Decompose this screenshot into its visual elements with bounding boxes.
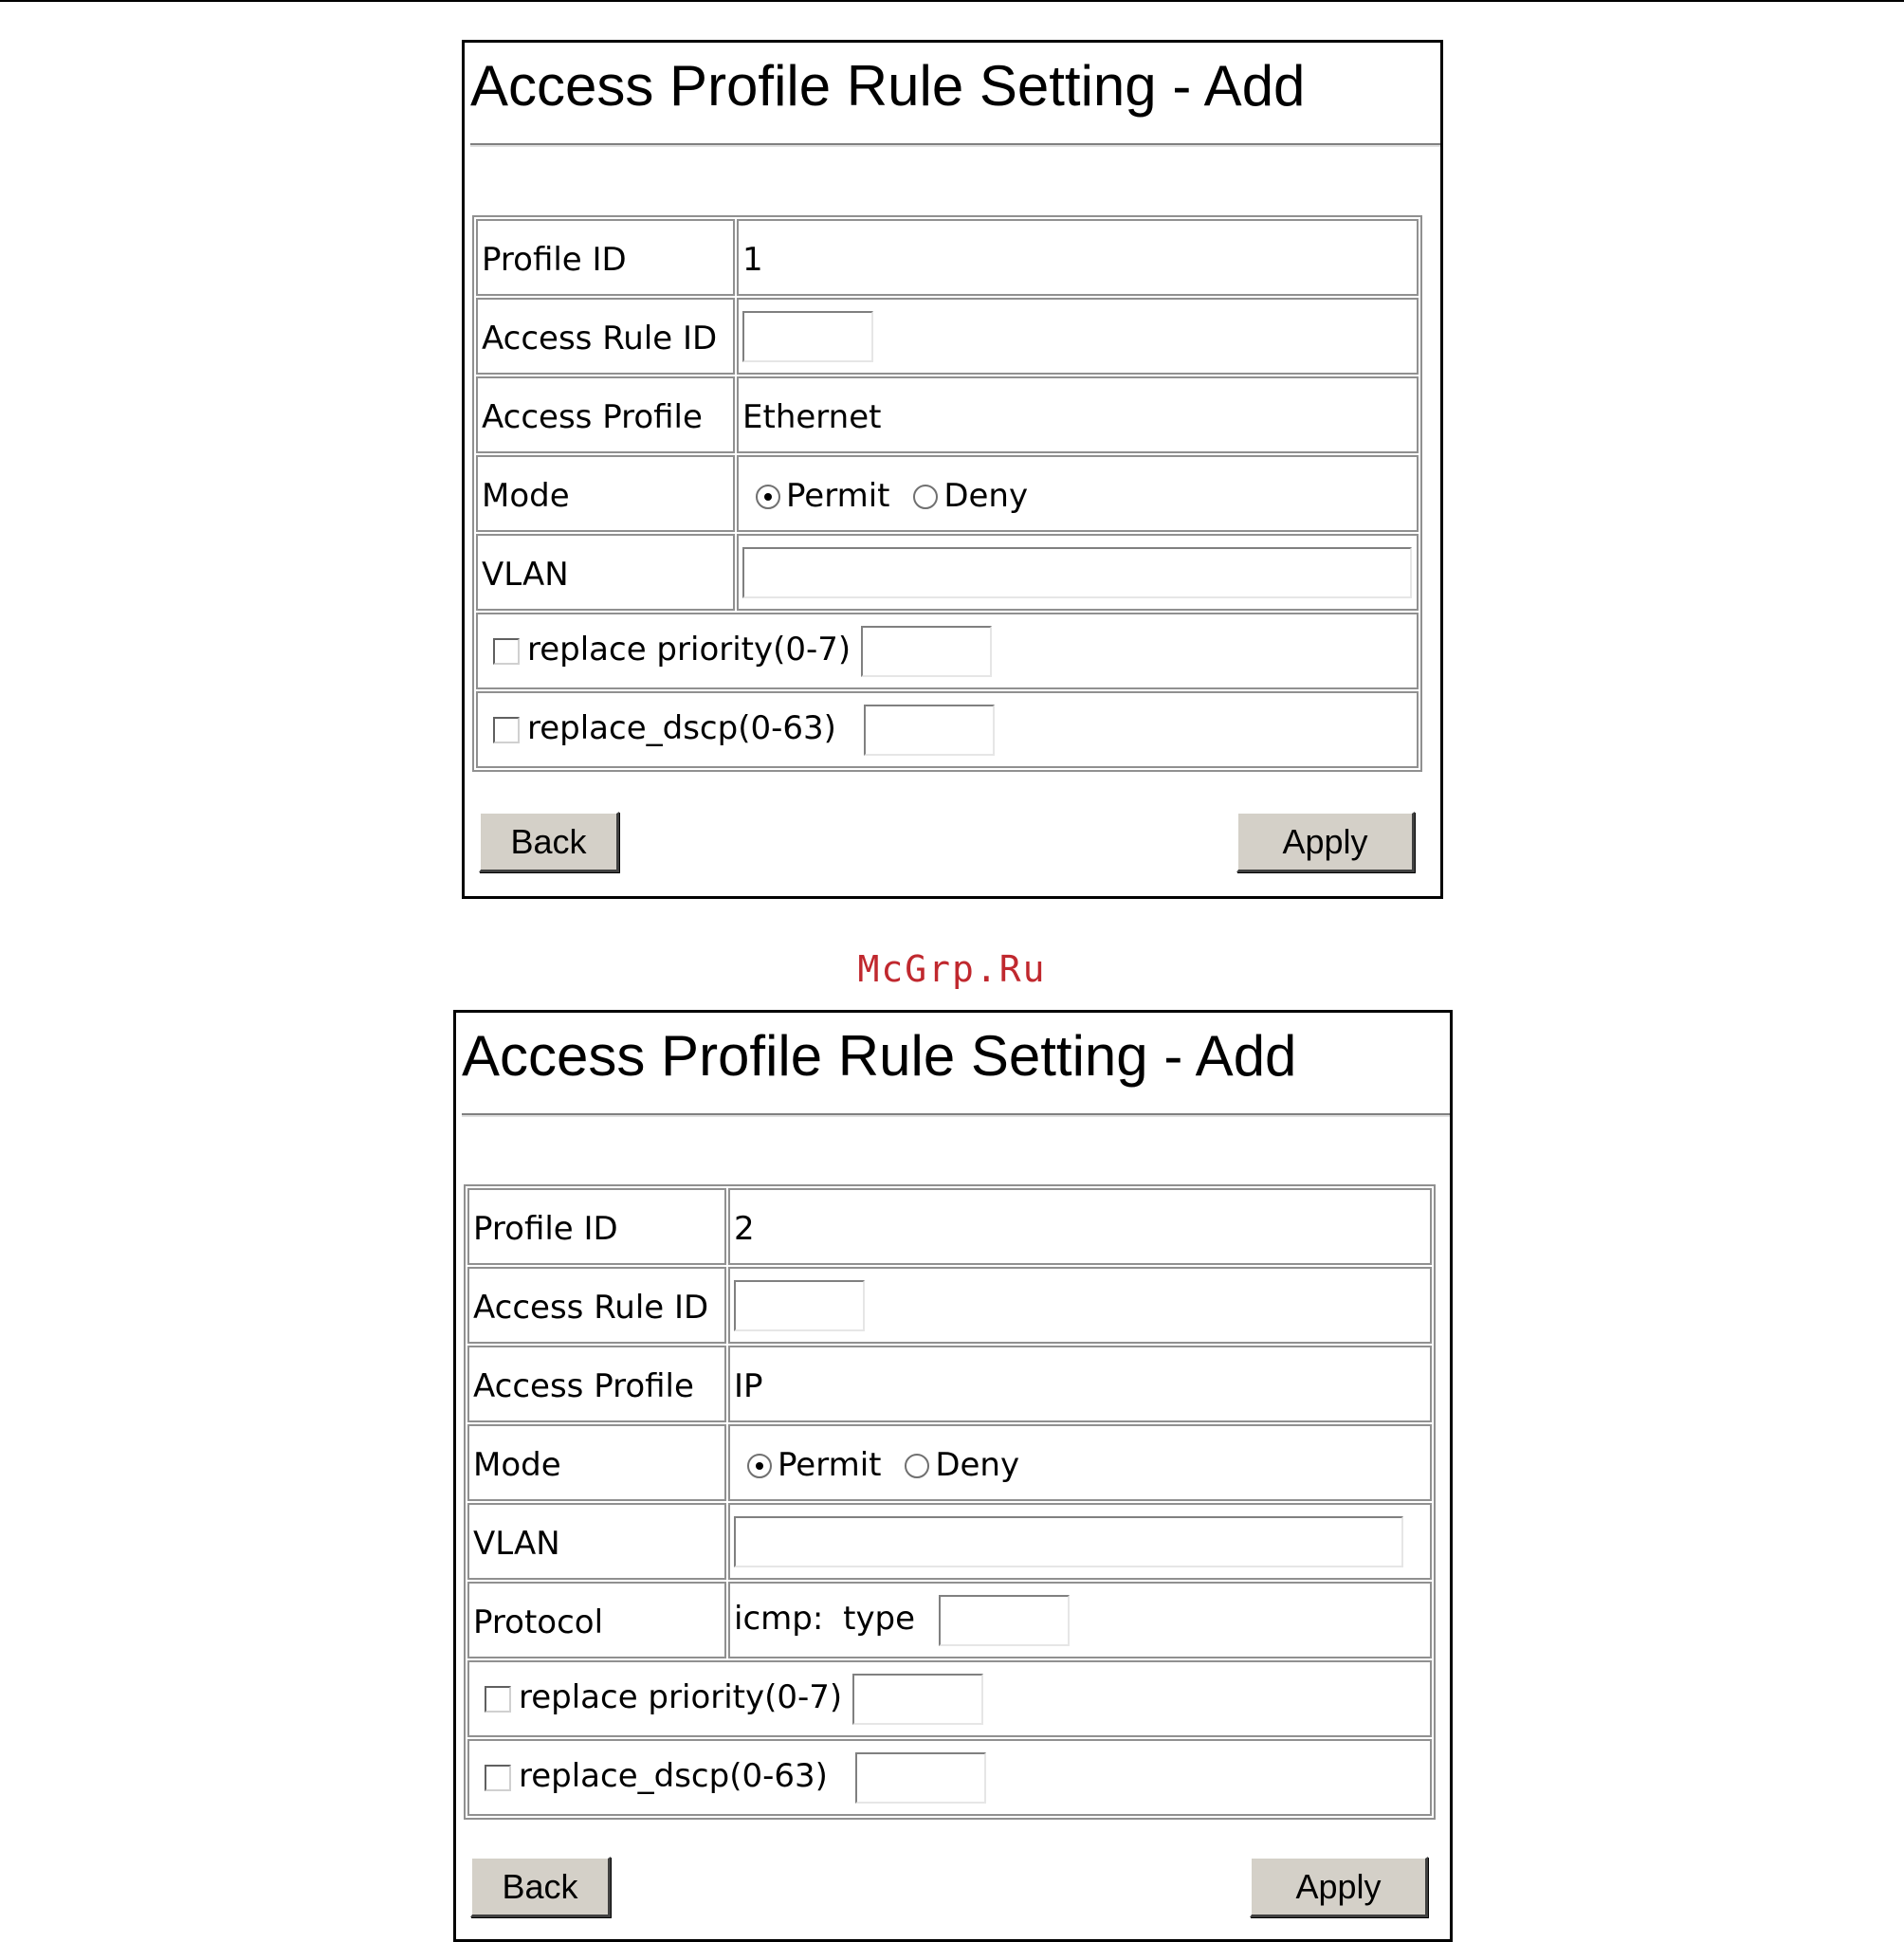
table-row — [476, 691, 1419, 768]
table-row — [467, 1739, 1432, 1816]
watermark-text: McGrp.Ru — [857, 948, 1047, 990]
table-row — [476, 298, 1419, 375]
table-row — [467, 1660, 1432, 1737]
mode-label: Mode — [467, 1424, 726, 1501]
back-button[interactable]: Back — [470, 1857, 611, 1917]
access-rule-id-input[interactable] — [742, 311, 873, 362]
vlan-input[interactable] — [734, 1516, 1403, 1567]
replace-dscp-checkbox[interactable] — [485, 1765, 511, 1791]
vlan-label: VLAN — [467, 1503, 726, 1580]
table-row — [467, 1582, 1432, 1658]
ip-rule-form-panel — [453, 1010, 1453, 1942]
mode-deny-label: Deny — [943, 476, 1029, 515]
access-rule-id-label: Access Rule ID — [476, 298, 735, 375]
profile-id-label: Profile ID — [476, 219, 735, 296]
replace-dscp-label: replace_dscp(0-63) — [519, 1757, 828, 1795]
table-row — [476, 376, 1419, 453]
profile-id-value: 1 — [737, 219, 1419, 296]
table-row — [467, 1424, 1432, 1501]
title-divider — [470, 143, 1440, 147]
table-row — [467, 1188, 1432, 1265]
profile-id-value: 2 — [728, 1188, 1432, 1265]
table-row — [467, 1346, 1432, 1422]
replace-dscp-checkbox[interactable] — [493, 717, 520, 743]
protocol-name: icmp: — [734, 1600, 824, 1638]
access-rule-id-label: Access Rule ID — [467, 1267, 726, 1344]
protocol-type-input[interactable] — [939, 1595, 1070, 1646]
mode-permit-radio[interactable] — [756, 485, 780, 509]
table-row — [476, 613, 1419, 689]
access-profile-value: IP — [728, 1346, 1432, 1422]
access-profile-value: Ethernet — [737, 376, 1419, 453]
replace-dscp-label: replace_dscp(0-63) — [527, 709, 836, 747]
vlan-input[interactable] — [742, 547, 1412, 598]
mode-deny-radio[interactable] — [905, 1454, 929, 1478]
table-row — [467, 1503, 1432, 1580]
table-row — [476, 219, 1419, 296]
protocol-type-label: type — [843, 1600, 916, 1638]
mode-deny-label: Deny — [935, 1445, 1020, 1484]
access-rule-id-input[interactable] — [734, 1280, 865, 1331]
mode-permit-radio[interactable] — [747, 1454, 772, 1478]
table-row — [476, 534, 1419, 611]
replace-priority-label: replace priority(0-7) — [519, 1678, 843, 1716]
mode-label: Mode — [476, 455, 735, 532]
rule-settings-table — [472, 215, 1422, 772]
rule-settings-table — [464, 1184, 1436, 1820]
profile-id-label: Profile ID — [467, 1188, 726, 1265]
replace-priority-input[interactable] — [861, 626, 992, 677]
page-title: Access Profile Rule Setting - Add — [470, 54, 1306, 118]
mode-permit-label: Permit — [786, 476, 890, 515]
mode-deny-radio[interactable] — [913, 485, 938, 509]
replace-dscp-input[interactable] — [855, 1752, 986, 1804]
top-rule — [0, 0, 1904, 2]
table-row — [476, 455, 1419, 532]
mode-permit-label: Permit — [778, 1445, 882, 1484]
ethernet-rule-form-panel — [462, 40, 1443, 899]
replace-dscp-input[interactable] — [864, 705, 995, 756]
vlan-label: VLAN — [476, 534, 735, 611]
access-profile-label: Access Profile — [476, 376, 735, 453]
title-divider — [462, 1113, 1450, 1117]
table-row — [467, 1267, 1432, 1344]
replace-priority-checkbox[interactable] — [485, 1686, 511, 1713]
page-title: Access Profile Rule Setting - Add — [462, 1024, 1297, 1088]
apply-button[interactable]: Apply — [1250, 1857, 1428, 1917]
protocol-label: Protocol — [467, 1582, 726, 1658]
apply-button[interactable]: Apply — [1236, 812, 1415, 872]
back-button[interactable]: Back — [479, 812, 619, 872]
access-profile-label: Access Profile — [467, 1346, 726, 1422]
replace-priority-checkbox[interactable] — [493, 638, 520, 665]
replace-priority-label: replace priority(0-7) — [527, 631, 851, 669]
replace-priority-input[interactable] — [852, 1674, 983, 1725]
